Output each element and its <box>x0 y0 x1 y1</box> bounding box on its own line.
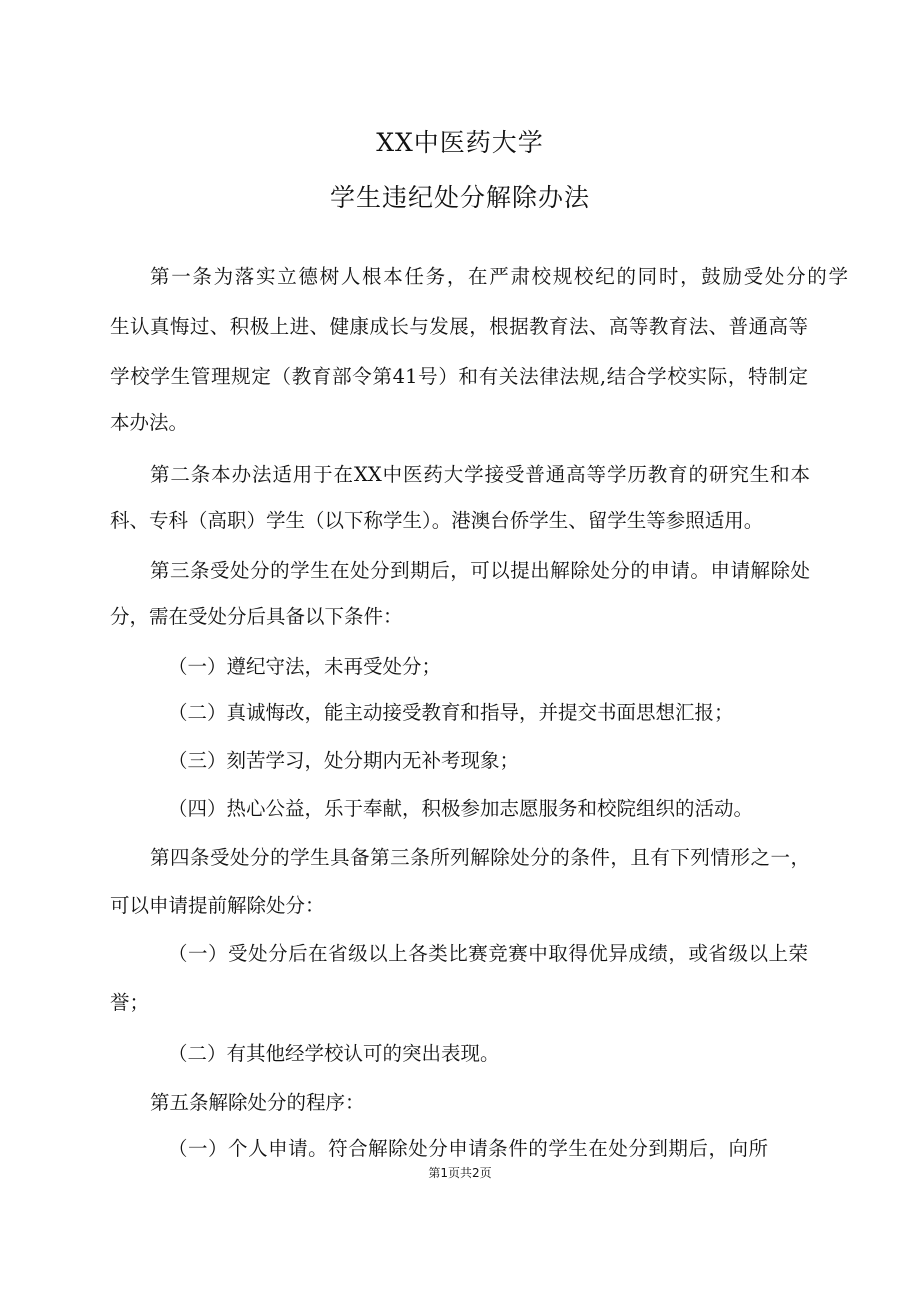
document-title: XX中医药大学 <box>376 128 544 157</box>
paragraph-line: 本办法。 <box>110 411 189 434</box>
paragraph-line: 学校学生管理规定（教育部令第41号）和有关法律法规,结合学校实际，特制定 <box>110 365 808 388</box>
list-item: （四）热心公益，乐于奉献，积极参加志愿服务和校院组织的活动。 <box>168 797 754 820</box>
list-item: （一）遵纪守法，未再受处分； <box>168 655 442 678</box>
list-item: （一）个人申请。符合解除处分申请条件的学生在处分到期后，向所 <box>168 1137 768 1160</box>
list-item: （二）真诚悔改，能主动接受教育和指导，并提交书面思想汇报； <box>168 701 734 724</box>
paragraph-line: 誉； <box>110 991 150 1014</box>
paragraph-line: 第四条受处分的学生具备第三条所列解除处分的条件，且有下列情形之一， <box>150 846 810 869</box>
paragraph-line: 第一条为落实立德树人根本任务，在严肃校规校纪的同时，鼓励受处分的学 <box>150 265 848 288</box>
paragraph-line: 第三条受处分的学生在处分到期后，可以提出解除处分的申请。申请解除处 <box>150 559 810 582</box>
paragraph-line: 可以申请提前解除处分： <box>110 894 325 917</box>
list-item: （一）受处分后在省级以上各类比赛竞赛中取得优异成绩，或省级以上荣 <box>168 942 808 965</box>
list-item: （二）有其他经学校认可的突出表现。 <box>168 1042 500 1065</box>
page-number: 第1页共2页 <box>428 1166 492 1180</box>
list-item: （三）刻苦学习，处分期内无补考现象； <box>168 749 520 772</box>
paragraph-line: 分，需在受处分后具备以下条件： <box>110 605 403 628</box>
paragraph-line: 第二条本办法适用于在XX中医药大学接受普通高等学历教育的研究生和本 <box>150 463 810 486</box>
paragraph-line: 生认真悔过、积极上进、健康成长与发展，根据教育法、高等教育法、普通高等 <box>110 315 808 338</box>
paragraph-line: 科、专科（高职）学生（以下称学生）。港澳台侨学生、留学生等参照适用。 <box>110 509 764 532</box>
paragraph-line: 第五条解除处分的程序： <box>150 1091 365 1114</box>
document-subtitle: 学生违纪处分解除办法 <box>329 183 590 212</box>
